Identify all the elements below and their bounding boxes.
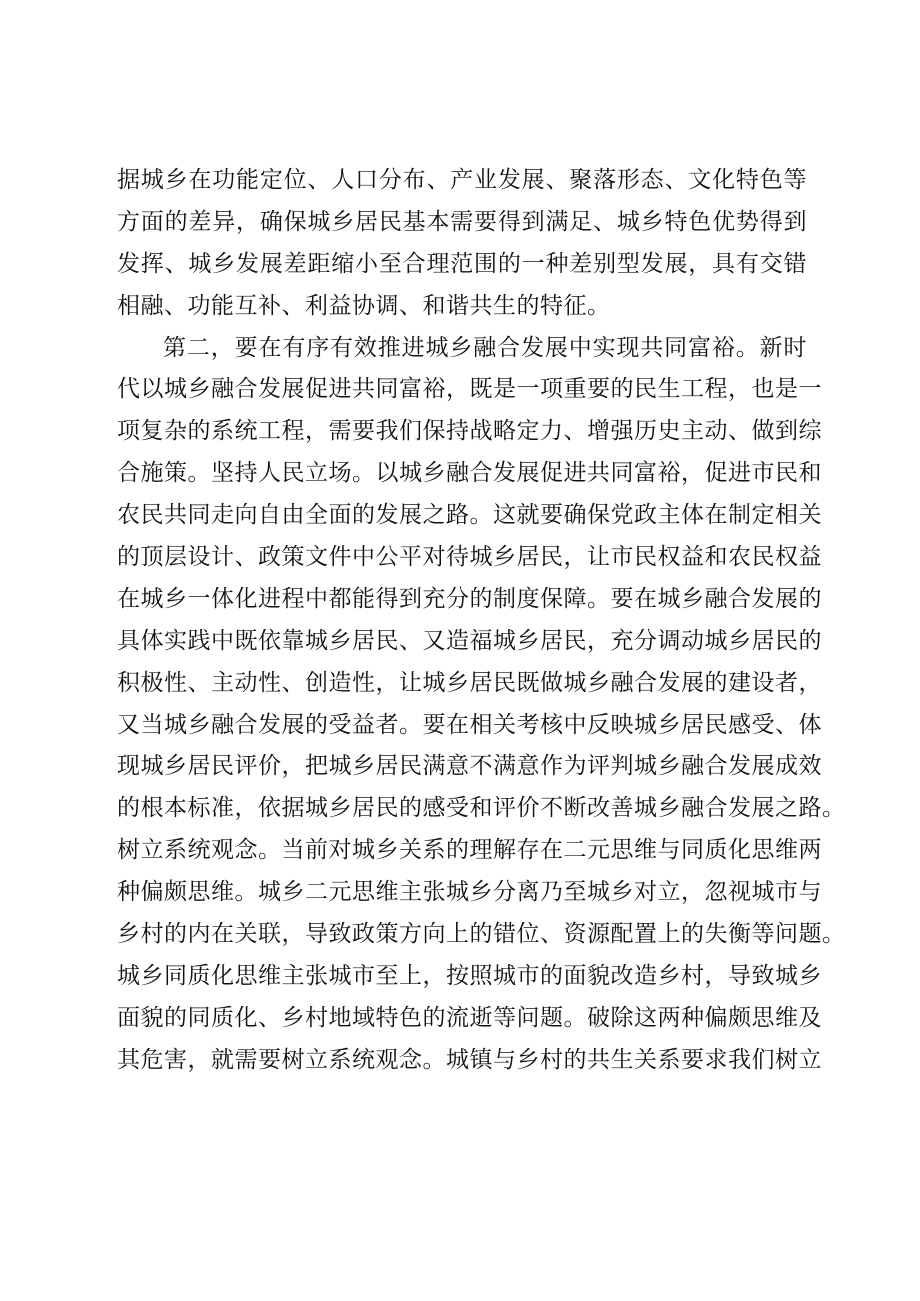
text-line: 方面的差异，确保城乡居民基本需要得到满足、城乡特色优势得到 (117, 208, 807, 235)
text-line: 其危害，就需要树立系统观念。城镇与乡村的共生关系要求我们树立 (117, 1046, 822, 1073)
text-line: 相融、功能互补、利益协调、和谐共生的特征。 (117, 292, 611, 319)
text-line: 种偏颇思维。城乡二元思维主张城乡分离乃至城乡对立，忽视城市与 (117, 879, 822, 906)
text-line: 又当城乡融合发展的受益者。要在相关考核中反映城乡居民感受、体 (117, 711, 822, 738)
text-line: 代以城乡融合发展促进共同富裕，既是一项重要的民生工程，也是一 (117, 376, 822, 403)
text-line: 面貌的同质化、乡村地域特色的流逝等问题。破除这两种偏颇思维及 (117, 1004, 822, 1031)
text-line: 发挥、城乡发展差距缩小至合理范围的一种差别型发展，具有交错 (117, 250, 807, 277)
text-line: 项复杂的系统工程，需要我们保持战略定力、增强历史主动、做到综 (117, 418, 822, 445)
text-line: 农民共同走向自由全面的发展之路。这就要确保党政主体在制定相关 (117, 502, 822, 529)
text-line: 城乡同质化思维主张城市至上，按照城市的面貌改造乡村，导致城乡 (117, 962, 822, 989)
text-line: 具体实践中既依靠城乡居民、又造福城乡居民，充分调动城乡居民的 (117, 627, 822, 654)
text-line: 现城乡居民评价，把城乡居民满意不满意作为评判城乡融合发展成效 (117, 753, 822, 780)
body-text (117, 160, 846, 1082)
text-line: 树立系统观念。当前对城乡关系的理解存在二元思维与同质化思维两 (117, 837, 822, 864)
text-line: 在城乡一体化进程中都能得到充分的制度保障。要在城乡融合发展的 (117, 585, 822, 612)
text-line: 积极性、主动性、创造性，让城乡居民既做城乡融合发展的建设者， (117, 669, 822, 696)
text-line: 的顶层设计、政策文件中公平对待城乡居民，让市民权益和农民权益 (117, 544, 822, 571)
text-line: 的根本标准，依据城乡居民的感受和评价不断改善城乡融合发展之路。 (117, 795, 846, 822)
text-line: 据城乡在功能定位、人口分布、产业发展、聚落形态、文化特色等 (117, 167, 807, 193)
paragraph-start-line: 第二，要在有序有效推进城乡融合发展中实现共同富裕。新时 (163, 334, 807, 361)
text-line: 合施策。坚持人民立场。以城乡融合发展促进共同富裕，促进市民和 (117, 460, 822, 487)
text-line: 乡村的内在关联，导致政策方向上的错位、资源配置上的失衡等问题。 (117, 921, 846, 948)
